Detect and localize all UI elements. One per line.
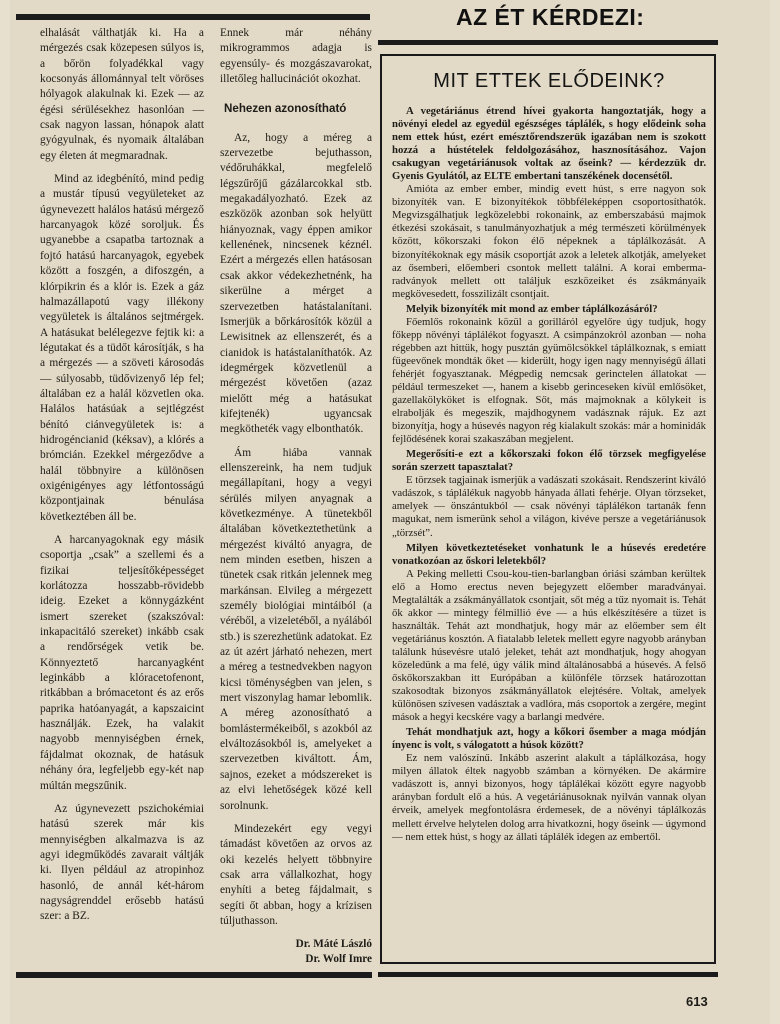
- top-rule-left: [16, 14, 370, 20]
- page-number: 613: [686, 994, 708, 1009]
- paragraph: Ám hiába vannak ellenszereink, ha nem tudjuk megállapítani, hogy a vegyi sérülés milyen anyagnak a következménye. A tünetekből általában következtethetünk a mérgezést kiváltó anyagra, de nem minden esetben, hiszen a tünetek csak ritkán jelennek meg markánsan. Elvileg a mérgezett személy biológiai mintáiból (a véréből, a vizeletéből, a nyálából stb.) is szerezhetünk adatokat. Ez az út azért járható nehezen, mert a méreg a testnedvekben nagyon kicsi töménységben van jelen, s mert viszonylag hamar lebomlik. A méreg azonosítható a bomlástermékeiből, s azokból az elváltozásokból is, amelyeket a szervezetben kiváltott. Ám, sajnos, ezeket a módszereket is az elvi lehetőségek közé kell sorolnunk.: [220, 446, 372, 812]
- answer-paragraph: E törzsek tagjainak ismerjük a vadászati szokásait. Rendszerint kiváló vadászok, s táplálékuk nagyobb hányada állati fehérje. Olyan törzseket, amelyek — önszántukból — csak növényi táplálékon tartanák fenn magukat, nem ismerünk sehol a világon, kivéve persze a vegetáriánusok „törzsét”.: [392, 474, 706, 539]
- paragraph: elhalását válthatják ki. Ha a mérgezés csak közepesen súlyos is, a bőrön folyadékkal vagy kocsonyás állománnyal telt vöröses hólyagok alakulnak ki. Ezek — az égési sérülésekhez hasonlóan — csak nagyon lassan, hónapok alatt gyógyulnak, és nyomaik általában egy életen át megmaradnak.: [40, 27, 204, 162]
- article-column-1: [40, 26, 204, 933]
- bottom-rule-right: [378, 972, 718, 977]
- author-name: Dr. Wolf Imre: [305, 952, 372, 965]
- author-signature: [220, 937, 372, 966]
- paragraph: Mindezekért egy vegyi támadást követően az orvos az oki kezelés helyett többnyire csak arra vállalkozhat, hogy enyhíti a beteg fájdalmait, s segíti őt abban, hogy a krízisen túljuthasson.: [220, 822, 372, 927]
- answer-paragraph: A Peking melletti Csou-kou-tien-barlangban óriási számban kerültek elő a Homo erectus neven bejegyzett előember maradványai. Megtalálták a zsákmányállatok csontjait, sőt még a tűz nyomait is. Tehát ők akkor — mintegy félmillió éve — a hús elkészítésére a tüzet is használták. Tehát azt mondhatjuk, hogy már az előember sem élt vegetáriánus kosztón. A fiatalabb leletek mellett egyre nagyobb arányban találunk húsevésre utaló jeleket, tehát azt mondhatjuk, hogy ahogyan közeledünk a ma felé, úgy válik mind általánosabbá a húsevés. A felső őskőkorszakban itt Európában a különféle törzsek határozottan szakosodtak bizonyos zsákmányállatok elejtésére. Voltak, amelyek különösen szívesen vadásztak a vadlóra, más csoportok a zergére, megint mások a hegyi kecskére vagy a barlangi medvére.: [392, 567, 706, 724]
- answer-paragraph: Ez nem valószínű. Inkább aszerint alakult a táplálkozása, hogy milyen állatok éltek nagyobb számban a környéken. De akármire vadászott is, annyi bizonyos, hogy táplálékai között egyre nagyobb arányban fordult elő a hús. A vegetáriánusoknak nyilván vannak olyan érveik, amelyek megfontolásra érdemesek, de a növényi táplálkozás mellett érvelve helytelen dolog arra hivatkozni, hogy őseink — úgymond — nem ettek húst, s hogy az állati táplálék idegen az embertől.: [392, 752, 706, 843]
- paragraph: A harcanyagoknak egy másik csoportja „csak” a szellemi és a fizikai teljesítőképességet korlátozza hosszabb-rövidebb ideig. Ezeket a könnygázként ismert szereket (szakszóval: inkapacitáló szereket) inkább csak a rendőrségek vetik be. Könnyeztető harcanyagként leginkább a klóracetofenont, ritkábban a brómacetont és az erős paprika hatóanyagát, a kapszaicint használják. Ezek, ha valakit nagyobb mennyiségben érnek, fájdalmat okoznak, de hatásuk néhány óra, legfeljebb egy-két nap múltán megszűnik.: [40, 534, 204, 792]
- interview-body: [392, 105, 706, 844]
- answer-paragraph: Főemlős rokonaink közül a gorilláról egyelőre úgy tudjuk, hogy főkepp növényi táplálékot fogyaszt. A csimpánzokról azonban — noha régebben azt hittük, hogy pusztán gyümölcsökkel táplálkoznak, s emiatt fügeevőnek mondták őket — kiderült, hogy igen nagy mennyiségű állati fehérjét fogyasztanak. Mégpedig nemcsak gerinctelen állatokat — például termeszeket —, hanem a kisebb gerinceseken kívül emlősöket, gazellakölyköket is elfognak. Sőt, más majmoknak a kölykeit is elrabolják és megeszik, majdhogynem vadásznak rájuk. Ez azt bizonyítja, hogy a húsevés nagyon rég kialakult szokás: már a hominidák fejlődésének korai szakaszában megjelent.: [392, 315, 706, 446]
- paragraph: Mind az idegbénító, mind pedig a mustár típusú vegyületeket az úgynevezett halálos hatású mérgező harcanyagok közé soroljuk. És ugyanebbe a csapatba tartoznak a fojtó hatású harcanyagok, egyebek között a foszgén, a difoszgén, a klórpikrin és a klór is. Ezek a gáz halmazállapotú vagy illékony vegyületek is általános sejtmérgek. A hatásukat belélegezve fejtik ki: a légutakat és a tüdőt károsítják, s ha a mérgezés — a szöveti károsodás — súlyosabb, tüdővizenyő lép fel; általában ez a halál közvetlen oka. Halálos hatásúak a sejtlégzést bénító ciánvegyületek is: a hidrogéncianid (kéksav), a klórés a brómcián. Ezekkel mérgeződve a halál többnyire a különösen oxigénigényes agy létfontosságú központjainak bénulása következtében áll be.: [40, 173, 204, 523]
- article-column-2: [220, 26, 372, 966]
- question-paragraph: Megerősíti-e ezt a kőkorszaki fokon élő törzsek megfigyelése során szerzett tapasztalat?: [392, 448, 706, 474]
- author-name: Dr. Máté László: [295, 938, 372, 951]
- header-rule: [378, 40, 718, 45]
- interview-box: [380, 54, 716, 964]
- section-header: AZ ÉT KÉRDEZI:: [456, 4, 645, 30]
- answer-paragraph: Amióta az ember ember, mindig evett húst, s erre nagyon sok bizonyíték van. E bizonyítékok többféleképpen csoportosíthatók. Megvizsgálhatjuk legközelebbi rokonaink, az emberszabású majmok étkezési szokásait, s tanulmányozhatjuk a még természeti körülmények között, kőkorszaki fokon élő népeknek a táplálkozását. A bizonyítékoknak egy másik csoportját azok a leletek alkotják, amelyeket az ősemberi, előemberi csontok mellett találni. A korai emberma- radványok mellett ott találjuk eszközeiket és zsákmányaik megkövesedett, fosszilizált csontjait.: [392, 183, 706, 300]
- paragraph: Ennek már néhány mikrogrammos adagja is egyensúly- és mozgászavarokat, illetőleg hallucinációt okozhat.: [220, 27, 372, 86]
- bottom-rule-left: [16, 972, 372, 978]
- paragraph: Az úgynevezett pszichokémiai hatású szerek már kis mennyiségben alkalmazva is az agyi idegműködés zavarait váltják ki. Ilyen például az atropinhoz hasonló, de annál két-három nagyságrenddel erősebb hatású szer: a BZ.: [40, 802, 204, 923]
- question-paragraph: Milyen következtetéseket vonhatunk le a húsevés eredetére vonatkozóan az őskori leletekből?: [392, 541, 706, 567]
- paragraph: Az, hogy a méreg a szervezetbe bejuthasson, védőruhákkal, megfelelő légszűrőjű gázálarcokkal stb. megakadályozható. Ezek az eszközök azonban sok helyütt hiányoznak, vagy éppen amikor kellenének, nincsenek kéznél. Ezért a mérgezés ellen hatásosan csak akkor védekezhetnénk, ha sikerülne a mérget a szervezetben hatástalanítani. Ismerjük a bőrkárosítók közül a Lewisitnek az ellenszerét, és a cianidok is hatástalaníthatók. Az idegmérgek közvetlenül a mérgezést követően (azaz mielőtt még a hatásukat kifejtenék) ugyancsak megkötheték vagy elbonthatók.: [220, 131, 372, 436]
- interview-title: MIT ETTEK ELŐDEINK?: [433, 70, 665, 92]
- lead-paragraph: A vegetáriánus étrend hívei gyakorta hangoztatják, hogy a növényi eledel az egyedül egészséges táplálék, s hogy elődeink soha nem ettek húst, ezért emésztőrendszerük igazában nem is szokott hozzá a hústételek feldolgozásához, hasznosításához. Vajon csakugyan vegetáriánusok voltak az őseink? — kérdezzük dr. Gyenis Gyulától, az ELTE embertani tanszékének docensétől.: [392, 105, 706, 183]
- subheading: Nehezen azonosítható: [224, 102, 347, 116]
- question-paragraph: Melyik bizonyíték mit mond az ember táplálkozásáról?: [406, 302, 658, 315]
- question-paragraph: Tehát mondhatjuk azt, hogy a kőkori ősember a maga módján ínyenc is volt, s válogatott a húsok között?: [392, 726, 706, 752]
